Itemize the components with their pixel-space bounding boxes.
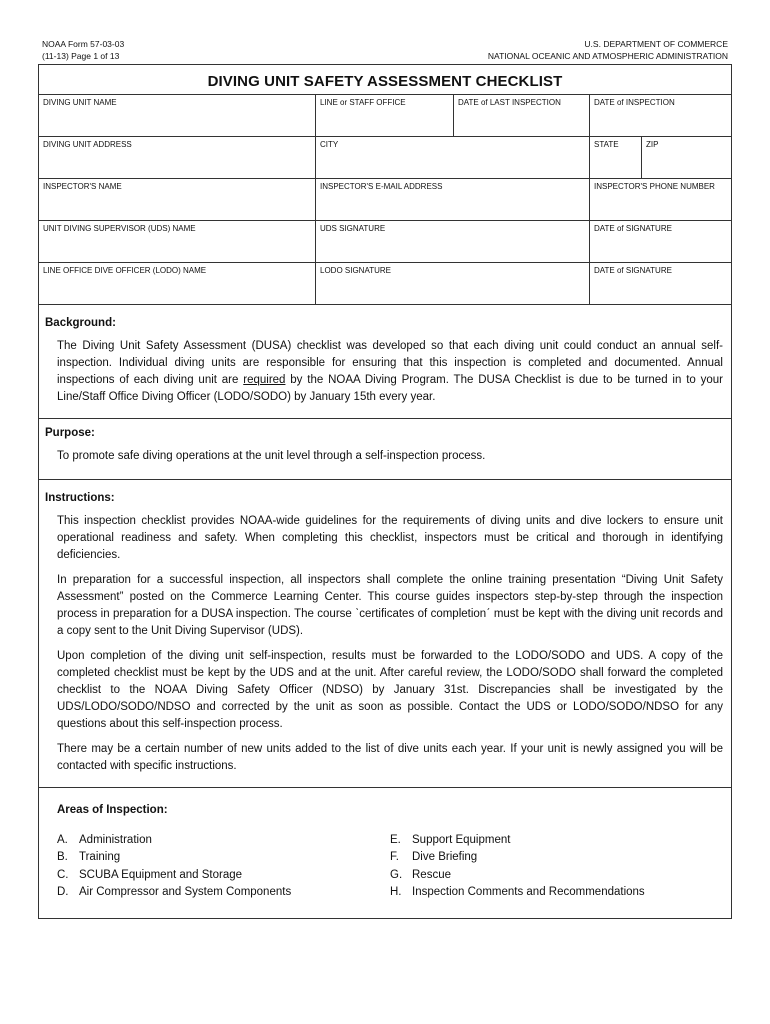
form-title: DIVING UNIT SAFETY ASSESSMENT CHECKLIST: [39, 65, 731, 95]
background-section: [39, 305, 731, 419]
area-item: H. Inspection Comments and Recommendations: [390, 886, 645, 898]
background-heading: Background:: [45, 317, 116, 329]
line-staff-office-field[interactable]: LINE or STAFF OFFICE: [316, 95, 454, 137]
state-zip-group: [590, 137, 731, 179]
instructions-paragraph: There may be a certain number of new units added to the list of dive units each year. If your unit is newly assigned you will be contacted with specific instructions.: [57, 743, 723, 772]
uds-signature-field[interactable]: UDS SIGNATURE: [316, 221, 590, 263]
department-name: U.S. DEPARTMENT OF COMMERCE: [584, 39, 728, 49]
date-inspection-field[interactable]: DATE of INSPECTION: [590, 95, 731, 137]
areas-of-inspection: [39, 788, 731, 918]
administration-name: NATIONAL OCEANIC AND ATMOSPHERIC ADMINISTRATION: [487, 51, 728, 61]
state-field[interactable]: STATE: [590, 137, 642, 178]
instructions-paragraph: This inspection checklist provides NOAA-wide guidelines for the requirements of diving units and dive lockers to ensure unit operational readiness and safety. When completing this checklist, inspectors must be critical and thorough in identifying deficiencies.: [57, 515, 723, 561]
area-item: C. SCUBA Equipment and Storage: [57, 868, 243, 881]
lodo-date-signature-field[interactable]: DATE of SIGNATURE: [590, 263, 731, 305]
instructions-paragraph: In preparation for a successful inspection, all inspectors shall complete the online training presentation “Diving Unit Safety Assessment” posted on the Commerce Learning Center. This course guides inspectors step-by-step through the inspection process in preparation for a DUSA inspection. The course ˋcertificates of completionˊ must be kept with the diving unit records and a copy sent to the Unit Diving Supervisor (UDS).: [57, 574, 723, 637]
purpose-heading: Purpose:: [45, 427, 95, 439]
inspector-email-field[interactable]: INSPECTOR'S E-MAIL ADDRESS: [316, 179, 590, 221]
uds-date-signature-field[interactable]: DATE of SIGNATURE: [590, 221, 731, 263]
instructions-section: [39, 480, 731, 788]
uds-name-field[interactable]: UNIT DIVING SUPERVISOR (UDS) NAME: [39, 221, 316, 263]
form-revision-page: (11-13) Page 1 of 13: [42, 51, 120, 61]
form-header: [38, 36, 732, 64]
area-item: F. Dive Briefing: [390, 851, 478, 863]
area-item: B. Training: [57, 851, 121, 863]
diving-unit-name-field[interactable]: DIVING UNIT NAME: [39, 95, 316, 137]
info-fields-grid: [39, 95, 731, 305]
purpose-section: [39, 419, 731, 480]
lodo-signature-field[interactable]: LODO SIGNATURE: [316, 263, 590, 305]
inspector-phone-field[interactable]: INSPECTOR'S PHONE NUMBER: [590, 179, 731, 221]
diving-unit-address-field[interactable]: DIVING UNIT ADDRESS: [39, 137, 316, 179]
areas-left-list: [57, 832, 390, 902]
form-page: [38, 36, 732, 919]
form-number: NOAA Form 57-03-03: [42, 39, 125, 49]
instructions-heading: Instructions:: [45, 492, 115, 504]
areas-right-list: [390, 832, 723, 902]
purpose-text: To promote safe diving operations at the unit level through a self-inspection process.: [57, 450, 486, 462]
area-item: A. Administration: [57, 833, 152, 846]
lodo-name-field[interactable]: LINE OFFICE DIVE OFFICER (LODO) NAME: [39, 263, 316, 305]
instructions-paragraph: Upon completion of the diving unit self-inspection, results must be forwarded to the LODO/SODO and UDS. A copy of the completed checklist must be kept by the UDS and at the unit. After careful review, the LODO/SODO shall forward the completed checklist to the NOAA Diving Safety Officer (NDSO) by January 31st. Discrepancies shall be investigated by the UDS/LODO/SODO/NDSO and corrected by the unit as soon as possible. Contact the UDS or LODO/SODO/NDSO for any questions about this self-inspection process.: [57, 650, 723, 730]
area-item: G. Rescue: [390, 868, 451, 881]
zip-field[interactable]: ZIP: [646, 140, 659, 149]
areas-heading: Areas of Inspection:: [57, 804, 168, 816]
form-frame: [38, 64, 732, 919]
area-item: D. Air Compressor and System Components: [57, 886, 292, 898]
inspector-name-field[interactable]: INSPECTOR'S NAME: [39, 179, 316, 221]
area-item: E. Support Equipment: [390, 833, 511, 846]
city-field[interactable]: CITY: [316, 137, 590, 179]
background-text: The Diving Unit Safety Assessment (DUSA) checklist was developed so that each diving unit could conduct an annual self-inspection. Individual diving units are responsible for ensuring that this inspection is completed and documented. Annual inspections of each diving unit are required by the NOAA Diving Program. The DUSA Checklist is due to be turned in to your Line/Staff Office Diving Officer (LODO/SODO) by January 15th every year.: [57, 340, 723, 403]
date-last-inspection-field[interactable]: DATE of LAST INSPECTION: [454, 95, 590, 137]
